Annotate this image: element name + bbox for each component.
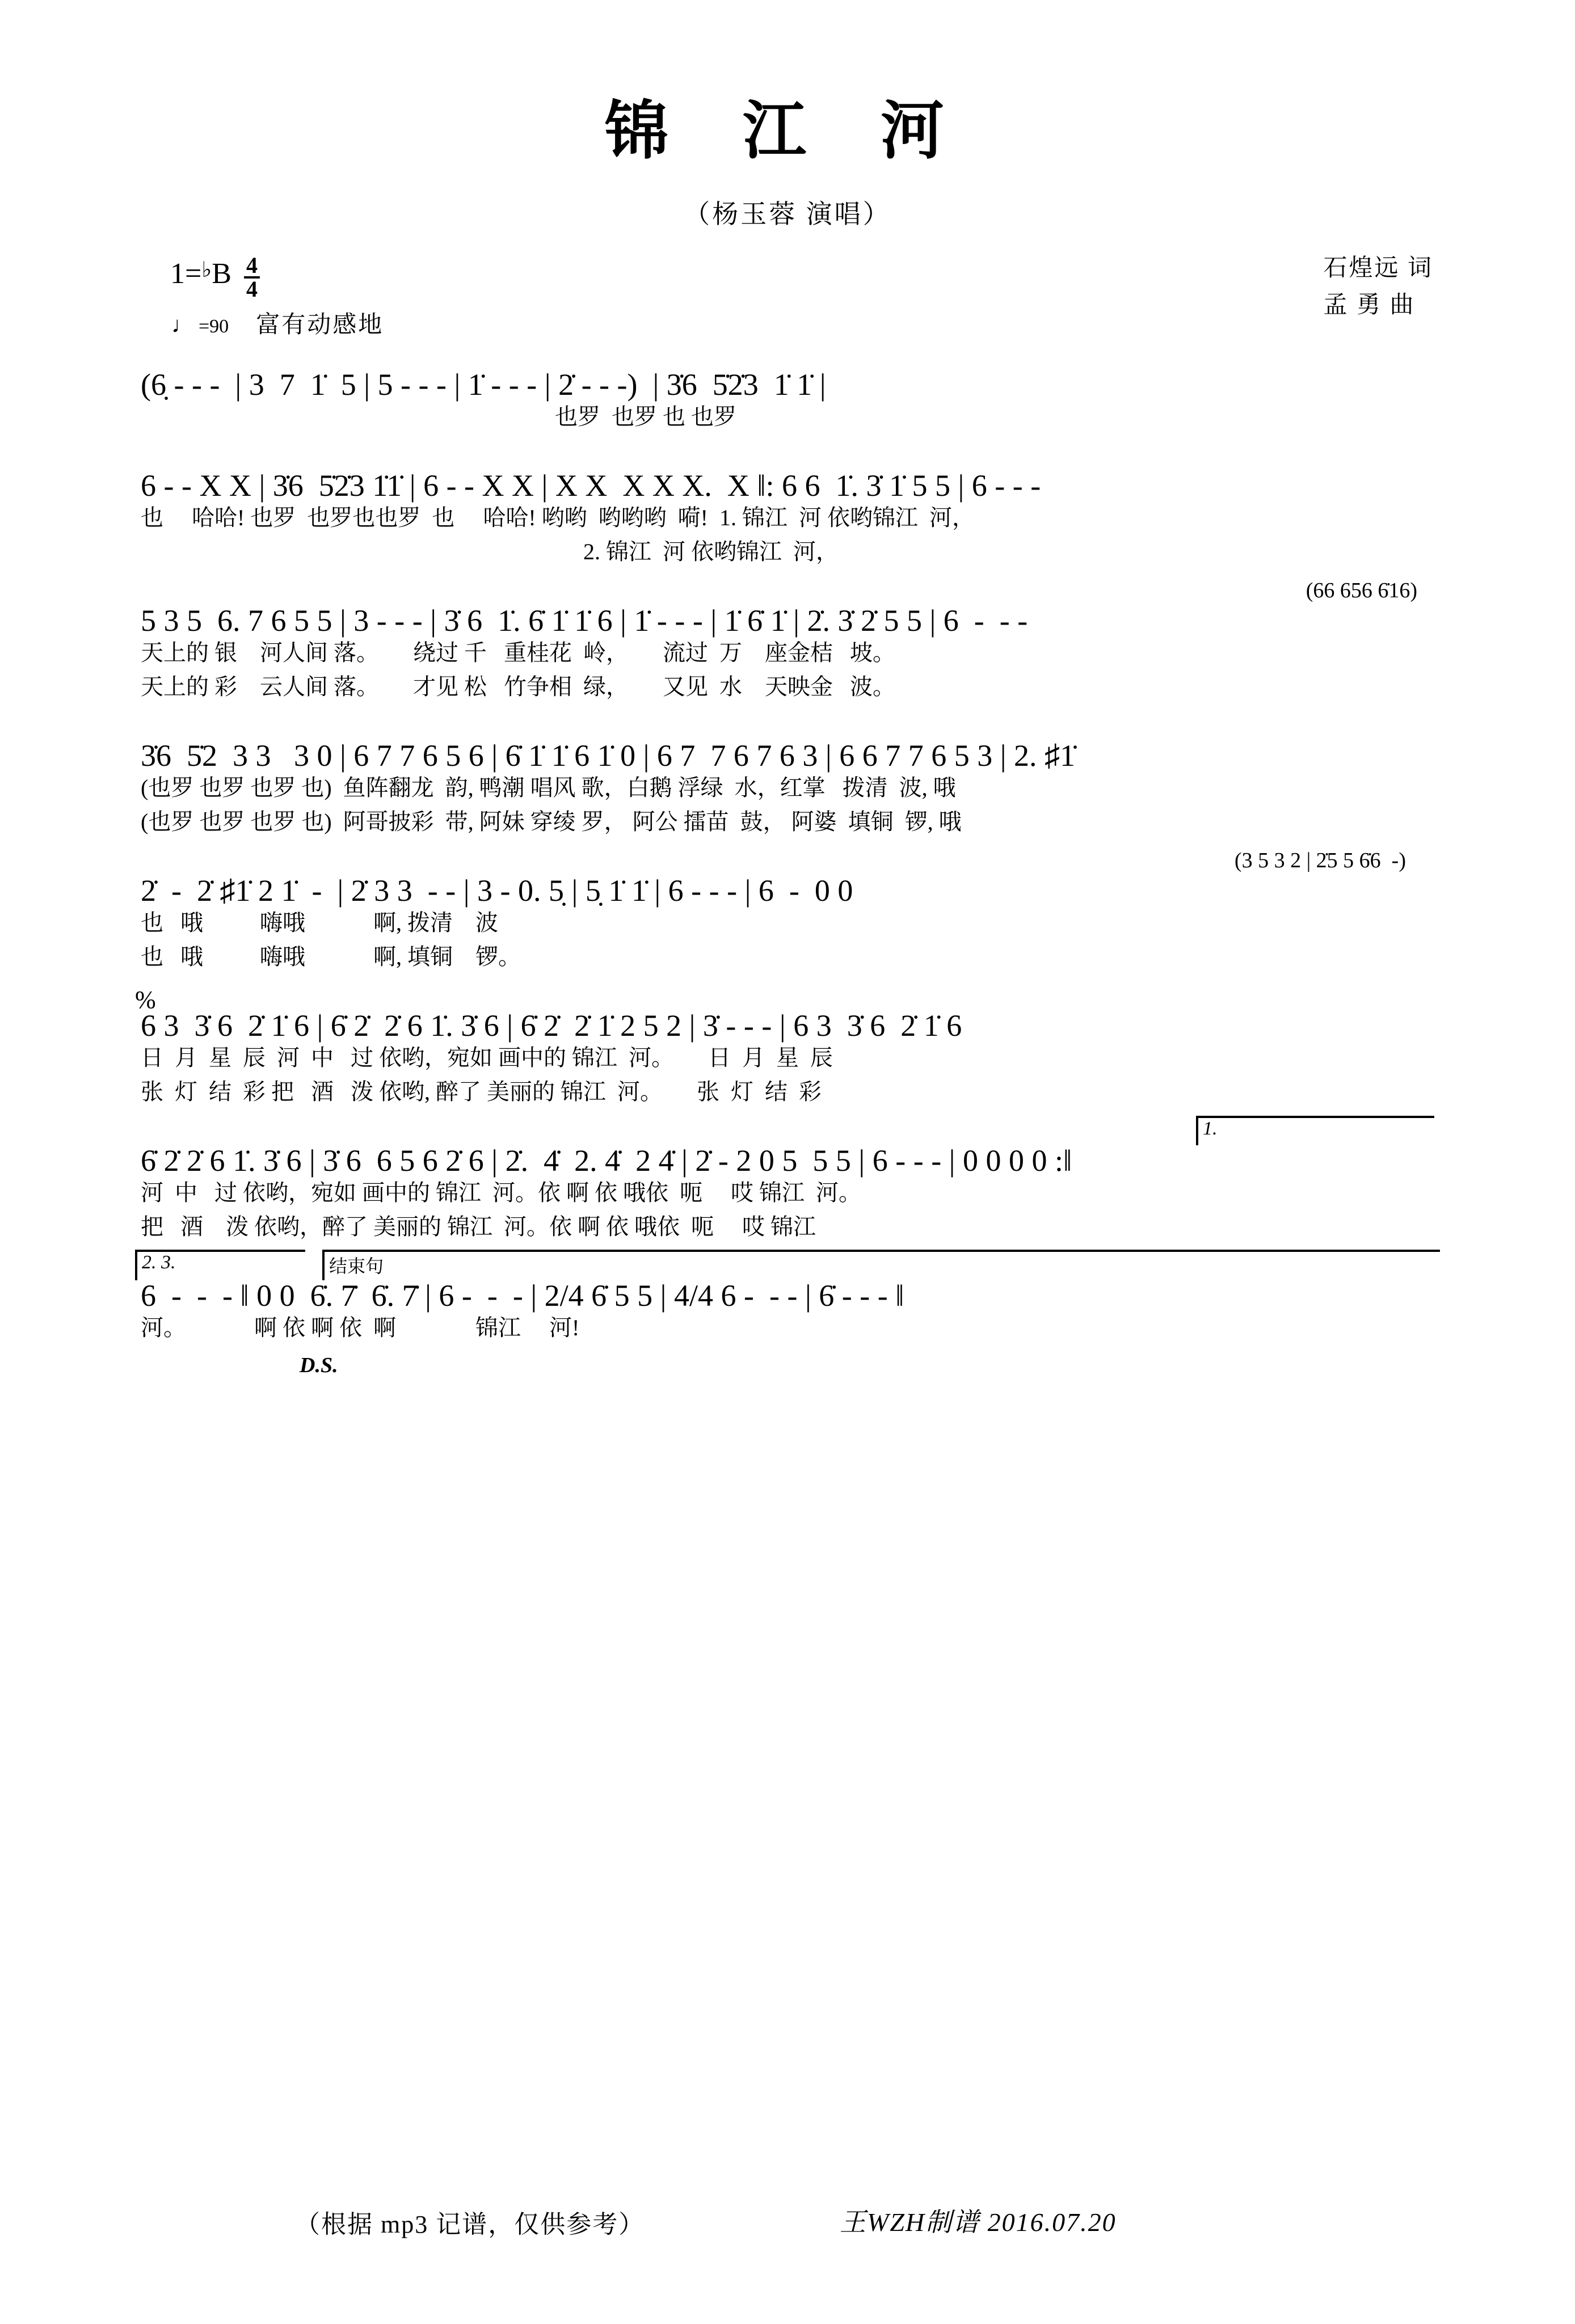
time-signature-numerator: 4 (244, 255, 260, 279)
music-system-2 (135, 470, 1440, 569)
tempo-value: =90 (199, 316, 229, 338)
segno-icon: % (135, 986, 156, 1014)
lyric-line-verse1: 日 月 星 辰 河 中 过 依哟，宛如 画中的 锦江 河。 日 月 星 辰 (141, 1045, 833, 1071)
time-signature-denominator: 4 (246, 276, 258, 302)
composer-credit: 孟 勇 曲 (1323, 292, 1416, 319)
lyric-line-verse2: 2. 锦江 河 依哟锦江 河， (141, 539, 839, 565)
footer-signature: 王WZH制谱 2016.07.20 (840, 2208, 1117, 2237)
music-system-1 (135, 369, 1440, 434)
notation-line: 5 3 5 6. 7 6 5 5 | 3 - - - | 3̇ 6 1̇. 6̇ 1̇ 1̇ 6 | 1̇ - - - | 1̇ 6̇ 1̇ | 2̇. 3̇ 2̇ 5 5 | 6 - - - (141, 604, 1028, 638)
notation-line: (6̣ - - - | 3 7 1̇ 5 | 5 - - - | 1̇ - - - | 2̇ - - -) | 3̇6 5̇2̇3 1̇ 1̇ | (141, 368, 826, 402)
lyric-line-verse2: (也罗 也罗 也罗 也) 阿哥披彩 带, 阿妹 穿绫 罗， 阿公 擂苗 鼓， 阿婆 填铜 锣, 哦 (141, 809, 962, 835)
sheet-music-page (0, 96, 1575, 2324)
key-signature (170, 252, 260, 302)
tempo-marking (171, 306, 384, 340)
music-system-3 (135, 579, 1440, 704)
cue-notes: (66 656 6̇16) (1306, 579, 1417, 603)
lyric-line-verse1: (也罗 也罗 也罗 也) 鱼阵翻龙 韵, 鸭潮 唱风 歌，白鹅 浮绿 水，红掌 拨清 波, 哦 (141, 775, 956, 801)
time-signature (244, 252, 260, 302)
ds-marking: D.S. (300, 1353, 338, 1378)
notation-line: 6 - - X X | 3̇6 5̇2̇3 1̇1̇ | 6 - - X X | X X X X X. X ‖: 6 6 1̇. 3̇ 1̇ 5 5 | 6 - - - (141, 469, 1041, 503)
music-system-6 (135, 986, 1440, 1109)
music-system-4 (135, 740, 1440, 839)
lyric-line-verse1: 河 中 过 依哟，宛如 画中的 锦江 河。依 啊 依 哦依 呃 哎 锦江 河。 (141, 1180, 861, 1206)
flat-symbol: ♭ (201, 258, 212, 282)
lyric-line-verse1: 天上的 银 河人间 落。 绕过 千 重桂花 岭， 流过 万 座金桔 坡。 (141, 640, 895, 666)
key-signature-label: 1= (170, 258, 202, 290)
lyric-line-verse2: 张 灯 结 彩 把 酒 泼 依哟, 醉了 美丽的 锦江 河。 张 灯 结 彩 (141, 1079, 822, 1105)
footer-note: （根据 mp3 记谱，仅供参考） (295, 2211, 645, 2238)
lyric-line-verse2: 也 哦 嗨哦 啊, 填铜 锣。 (141, 944, 521, 970)
credits (1323, 250, 1433, 324)
coda-section-bracket: 结束句 (322, 1250, 1440, 1280)
music-system-7 (135, 1118, 1440, 1244)
notation-line: 6 - - - ‖ 0 0 6̇. 7̇ 6̇. 7̇ | 6 - - - | 2/4 6̇ 5 5 | 4/4 6 - - - | 6̇ - - - ‖ (141, 1279, 904, 1313)
lyric-line-verse1: 也 哈哈! 也罗 也罗也也罗 也 哈哈! 哟哟 哟哟哟 嗬! 1. 锦江 河 依哟锦江 河， (141, 505, 975, 531)
quarter-note-icon: ♩ (171, 312, 194, 338)
notation-line: 6 3 3̇ 6 2̇ 1̇ 6 | 6̇ 2̇ 2̇ 6 1̇. 3̇ 6 | 6̇ 2̇ 2̇ 1̇ 2 5 2 | 3̇ - - - | 6 3 3̇ 6 2̇ 1̇ 6 (141, 1009, 962, 1043)
notation-line: 6̇ 2̇ 2̇ 6 1̇. 3̇ 6 | 3̇ 6 6 5 6 2̇ 6 | 2̇. 4̇ 2. 4̇ 2 4̇ | 2̇ - 2 0 5 5 5 | 6 - - - | 0 0 0 0 :‖ (141, 1144, 1072, 1178)
notation-line: 3̇6 5̇2 3 3 3 0 | 6 7 7 6 5 6 | 6̇ 1̇ 1̇ 6 1̇ 0 | 6 7 7 6 7 6 3 | 6 6 7 7 6 5 3 | 2. ♯1̇ (141, 739, 1076, 773)
music-system-5 (135, 849, 1440, 974)
lyricist-credit: 石煌远 词 (1323, 255, 1433, 282)
lyric-line: 河。 啊 依 啊 依 啊 锦江 河! (141, 1315, 580, 1341)
lyric-line-verse1: 也 哦 嗨哦 啊, 拨清 波 (141, 910, 498, 936)
second-ending-bracket: 2. 3. (135, 1250, 305, 1280)
notation-line: 2̇ - 2̇ ♯1̇ 2 1̇ - | 2̇ 3 3 - - | 3 - 0. 5̣ | 5̣ 1̇ 1̇ | 6 - - - | 6 - 0 0 (141, 874, 853, 908)
lyric-line-verse2: 天上的 彩 云人间 落。 才见 松 竹争相 绿， 又见 水 天映金 波。 (141, 674, 895, 700)
music-system-8 (135, 1252, 1440, 1378)
singer-credit: （杨玉蓉 演唱） (684, 200, 891, 229)
lyric-line-verse2: 把 酒 泼 依哟，醉了 美丽的 锦江 河。依 啊 依 哦依 呃 哎 锦江 (141, 1214, 816, 1240)
first-ending-bracket: 1. (1196, 1116, 1434, 1145)
cue-notes: (3 5 3 2 | 2̇5 5 6̇6 -) (1234, 849, 1406, 873)
lyric-line: 也罗 也罗 也 也罗 (141, 404, 736, 430)
key-letter: B (212, 258, 231, 290)
page-title: 锦 江 河 (605, 94, 970, 168)
expression-marking: 富有动感地 (256, 312, 384, 339)
score-metadata (0, 244, 1575, 352)
